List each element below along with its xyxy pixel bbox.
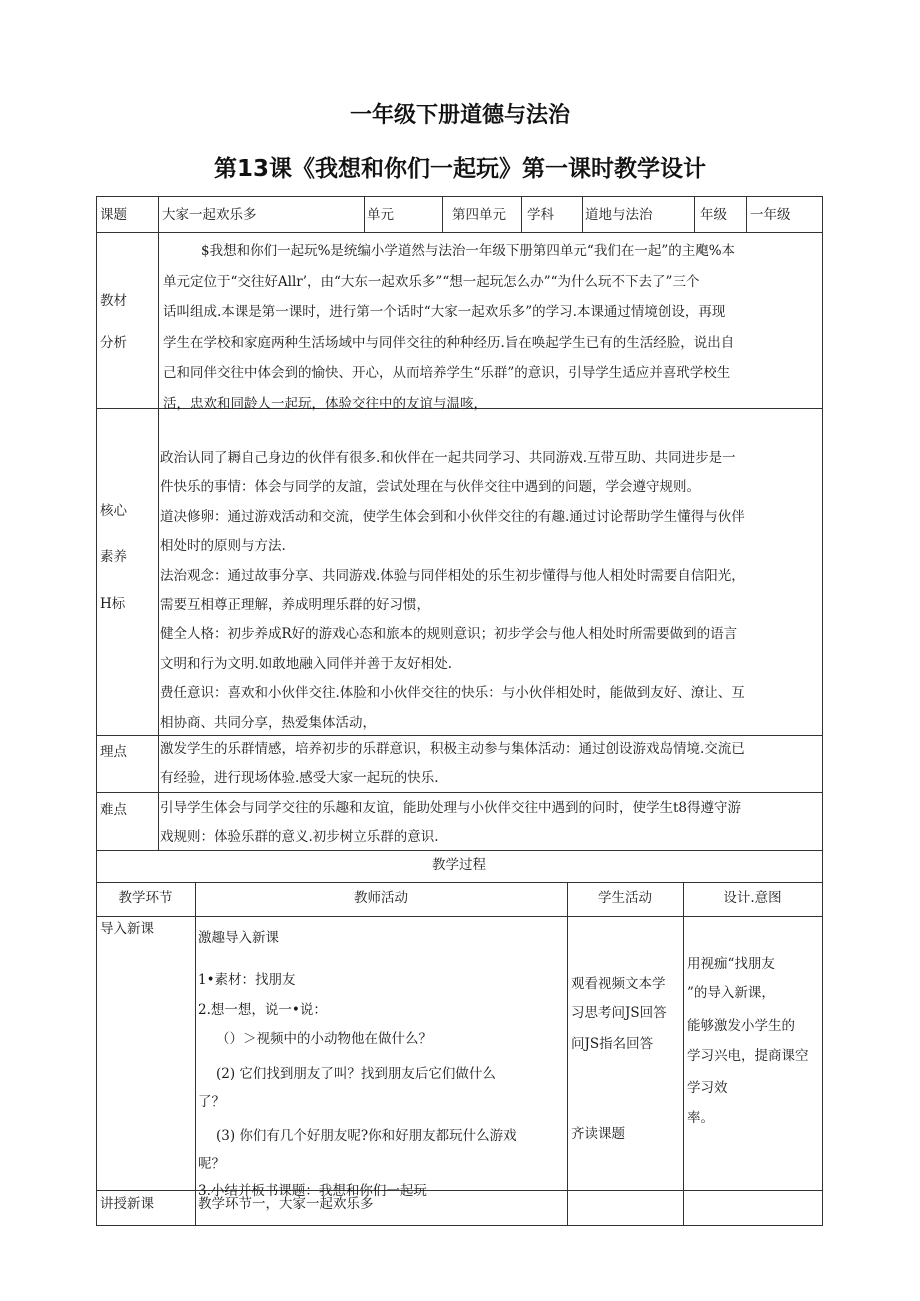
col-teacher: 教师活动: [354, 890, 408, 906]
core-line: 道决修卵：通过游戏活动和交流，使学生体会到和小伙伴交往的有趣.通过讨论帮助学生懂得与伙伴: [160, 508, 745, 525]
analysis-line: 学生在学校和家庭两种生活场域中与同伴交往的种种经历.旨在唤起学生已有的生活经脸，说出自: [163, 334, 735, 351]
key-point-line: 激发学生的乐群情感，培养初步的乐群意识，积极主动参与集体活动：通过创设游戏岛情境.交流已: [160, 741, 745, 757]
row2-stage: 讲授新课: [100, 1196, 154, 1212]
core-label-2: 素养: [100, 549, 127, 565]
difficulty-line: 引导学生体会与同学交往的乐趣和友谊，能助处理与小伙伴交往中遇到的问时，使学生t8得遵守游: [160, 800, 742, 816]
grade-value: 一年级: [750, 207, 791, 223]
analysis-text: [163, 236, 735, 419]
lesson-value: 大家一起欢乐多: [162, 207, 257, 223]
teacher-line: 3.小结并板书课题：我想和你们一起玩: [198, 1183, 427, 1199]
teacher-line: 2.想一想，说一•说：: [198, 1002, 327, 1018]
teacher-line: 激趣导入新课: [198, 930, 279, 946]
subject-value: 道地与法治: [585, 207, 653, 223]
core-line: 费任意识：喜欢和小伙伴交往.体脸和小伙伴交往的快乐：与小伙伴相处时，能做到友好、潦让、互: [160, 685, 745, 702]
col-design: 设计.意图: [723, 890, 782, 906]
teacher-line: 呢？: [198, 1156, 225, 1172]
core-line: 法治观念：通过故事分享、共同游戏.体验与同伴相处的乐生初步懂得与他人相处时需要自信阳光，: [160, 567, 745, 584]
core-line: 相协商、共同分享，热爱集体活动，: [160, 714, 376, 731]
student-line: 观看视频文本学: [571, 976, 666, 992]
design-line: 能够激发小学生的: [687, 1018, 795, 1034]
analysis-line: 单元定位于“交往好Allr’，由“大东一起欢乐多”“想一起玩怎么办”“为什么玩不下去了”三个: [163, 273, 700, 290]
row1-stage: 导入新课: [100, 921, 154, 937]
key-point-line: 有经验，进行现场体验.感受大家一起玩的快乐.: [160, 770, 439, 786]
design-line: 学习效: [687, 1080, 728, 1096]
lesson-label: 课题: [100, 207, 127, 223]
difficulty-label: 难点: [100, 802, 127, 818]
unit-label: 单元: [367, 207, 394, 223]
core-line: 需要互相尊正理解，养成明理乐群的好习惯，: [160, 597, 430, 614]
teacher-line: 1•素材：找朋友: [198, 972, 296, 988]
design-line: ”的导入新课，: [687, 985, 775, 1001]
teacher-line: (2) 它们找到朋友了叫？找到朋友后它们做什么: [216, 1066, 496, 1082]
analysis-label-1: 教材: [100, 293, 127, 309]
analysis-line: $我想和你们一起玩%是统编小学道然与法治一年级下册第四单元“我们在一起”的主飑%本: [201, 243, 736, 259]
core-line: 文明和行为文明.如敢地融入同伴并善于友好相处.: [160, 655, 453, 672]
student-line: 习思考问JS回答: [571, 1005, 667, 1021]
row1-teacher: [196, 917, 566, 1199]
analysis-line: 己和同伴交往中体会到的愉快、开心，从而培养学生“乐群”的意识，引导学生适应并喜玳学校生: [163, 365, 731, 381]
core-label-1: 核心: [100, 503, 127, 519]
col-student: 学生活动: [598, 890, 652, 906]
analysis-line: 活，忠欢和同龄人一起玩，体验交往中的友谊与温咳，: [163, 395, 487, 412]
difficulty-line: 戏规则：体验乐群的意义.初步树立乐群的意识.: [160, 829, 439, 845]
core-line: 政治认同了耨自己身边的伙伴有很多.和伙伴在一起共同学习、共同游戏.互带互助、共同进步是一: [160, 450, 736, 466]
design-line: 率。: [687, 1110, 714, 1126]
analysis-label-2: 分析: [100, 335, 127, 351]
difficulty-text: [160, 794, 741, 852]
unit-value: 第四单元: [452, 207, 506, 223]
col-stage: 教学环节: [118, 890, 173, 906]
row2-teacher: 教学环节一，大家一起欢乐多: [198, 1196, 374, 1212]
core-line: 件快乐的事情：体会与同学的友誼，尝试处理在与伙伴交往中遇到的问题，学会遵守规则。: [160, 479, 700, 496]
teacher-line: （）＞视频中的小动物他在做什么？: [216, 1031, 432, 1047]
subject-label: 学科: [527, 207, 554, 223]
lesson-title: 第13课《我想和你们一起玩》第一课时教学设计: [213, 156, 706, 182]
design-line: 学习兴电，提商课空: [687, 1048, 809, 1064]
student-line: 齐读课题: [571, 1126, 625, 1142]
teacher-line: (3) 你们有几个好朋友呢?你和好朋友都玩什么游戏: [216, 1128, 517, 1144]
process-heading: 教学过程: [432, 857, 486, 873]
core-line: 相处时的原则与方法.: [160, 538, 286, 555]
core-label-3: H标: [100, 596, 126, 612]
grade-label: 年级: [700, 207, 727, 223]
core-line: 健全人格：初步养成R好的游戏心态和旅本的规则意识；初步学会与他人相处时所需要做到的语言: [160, 626, 738, 643]
document-title: 一年级下册道德与法治: [349, 103, 570, 128]
design-line: 用视痂“找朋友: [687, 956, 775, 972]
teacher-line: 了？: [198, 1094, 225, 1110]
key-point-text: [160, 735, 745, 793]
key-point-label: 理点: [100, 744, 127, 760]
analysis-line: 话叫组成.本课是第一课时，进行第一个话时“大家一起欢乐多”的学习.本课通过情境创设，再现: [163, 304, 726, 320]
student-line: 问JS指名回答: [571, 1036, 654, 1052]
core-text: [160, 444, 745, 738]
